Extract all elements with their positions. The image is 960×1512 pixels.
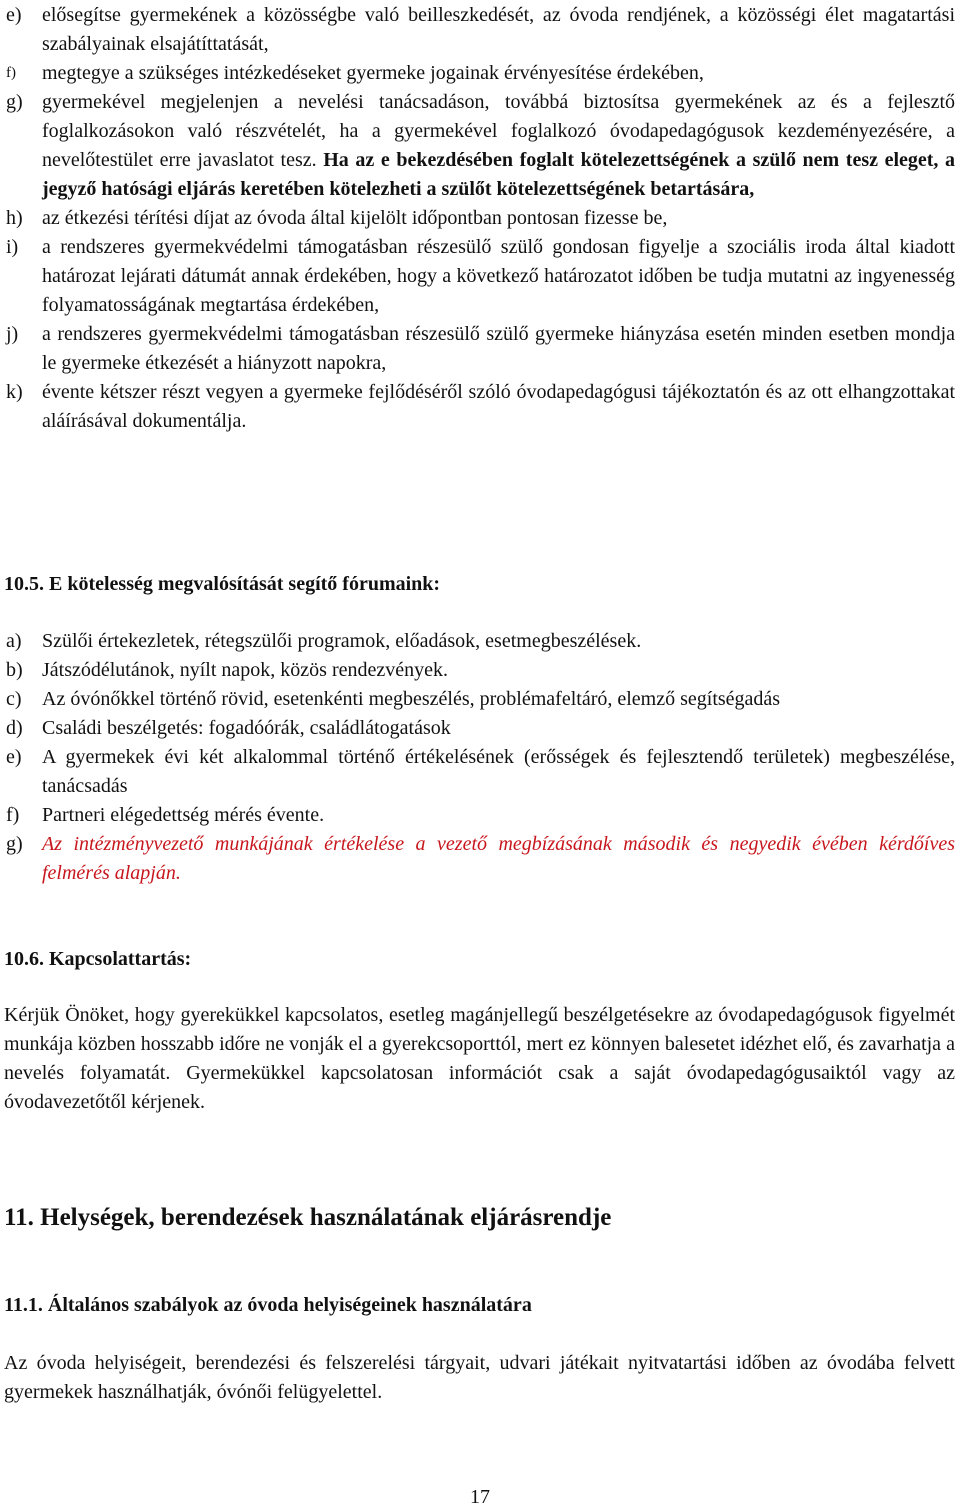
list-item-text-regular: gyermekével megjelenjen a nevelési tanácsadáson, továbbá biztosítsa gyermekének az és a fejlesztő foglalkozásokon való részvételét, ha a gyermekével foglalkozó óvodapedagógusok kezdeményezésére, a nevelőtestület erre javaslatot tesz. [42,91,955,171]
list-item [4,233,955,320]
parent-duties-list [4,1,955,436]
list-marker: k) [6,381,23,403]
list-item [4,830,955,888]
list-item-text: Családi beszélgetés: fogadóórák, családlátogatások [42,717,451,739]
list-item-text: Az óvónőkkel történő rövid, esetenkénti megbeszélés, problémafeltáró, elemző segítségadás [42,688,781,710]
list-marker: g) [6,833,23,855]
list-item [4,1,955,59]
list-item-text: Partneri elégedettség mérés évente. [42,804,325,826]
list-marker: b) [6,659,23,681]
list-item [4,320,955,378]
list-item-text-bold: Ha az e bekezdésében foglalt kötelezettségének a szülő nem tesz eleget, a jegyző hatósági eljárás keretében kötelezheti a szülőt kötelezettségének betartására, [42,149,956,200]
list-item-text: megtegye a szükséges intézkedéseket gyermeke jogainak érvényesítése érdekében, [42,62,704,84]
list-item [4,59,955,88]
page-number: 17 [470,1486,490,1508]
list-marker: j) [6,323,19,345]
list-item-text: Játszódélutánok, nyílt napok, közös rendezvények. [42,659,448,681]
list-marker: d) [6,717,23,739]
general-rules-paragraph: Az óvoda helyiségeit, berendezési és felszerelési tárgyait, udvari játékait nyitvatartási időben az óvodába felvett gyermekek használhatják, óvónői felügyelettel. [4,1352,955,1403]
list-item-text: az étkezési térítési díjat az óvoda által kijelölt időpontban pontosan fizesse be, [42,207,668,229]
list-item [4,801,955,830]
list-item [4,714,955,743]
list-marker: g) [6,91,23,113]
list-marker: f) [6,804,20,826]
list-item-text: a rendszeres gyermekvédelmi támogatásban részesülő szülő gondosan figyelje a szociális iroda által kiadott határozat lejárati dátumát annak érdekében, hogy a következő határozatot időben be tudja mutatni az ingyenesség folyamatosságának megtartása érdekében, [42,236,955,316]
contact-paragraph: Kérjük Önöket, hogy gyerekükkel kapcsolatos, esetleg magánjellegű beszélgetésekre az óvodapedagógusok figyelmét munkája közben hosszabb időre ne vonják el a gyerekcsoporttól, mert ez könnyen balesetet idézhet elő, és zavarhatja a nevelés folyamatát. Gyermekükkel kapcsolatosan információt csak a saját óvodapedagógusaiktól vagy az óvodavezetőtől kérjenek. [4,1004,955,1113]
section-heading-11: 11. Helységek, berendezések használatának eljárásrendje [4,1204,612,1231]
list-marker: f) [6,65,16,81]
list-item [4,88,955,204]
list-marker: h) [6,207,23,229]
list-marker: i) [6,236,19,258]
section-heading-10-5: 10.5. E kötelesség megvalósítását segítő fórumaink: [4,573,441,595]
list-item [4,378,955,436]
list-item-text-highlighted: Az intézményvezető munkájának értékelése a vezető megbízásának második és negyedik évében kérdőíves felmérés alapján. [42,833,955,884]
section-heading-10-6: 10.6. Kapcsolattartás: [4,948,192,970]
list-marker: e) [6,4,22,26]
list-item [4,627,955,656]
list-item-text: elősegítse gyermekének a közösségbe való beilleszkedését, az óvoda rendjének, a közösségi élet magatartási szabályainak elsajátíttatását, [42,4,955,55]
list-item [4,204,955,233]
list-item [4,656,955,685]
list-item-text: Szülői értekezletek, rétegszülői programok, előadások, esetmegbeszélések. [42,630,642,652]
section-heading-11-1: 11.1. Általános szabályok az óvoda helyiségeinek használatára [4,1294,532,1316]
list-item-text: A gyermekek évi két alkalommal történő értékelésének (erősségek és fejlesztendő területek) megbeszélése, tanácsadás [42,746,955,797]
forums-list [4,627,955,888]
list-marker: c) [6,688,22,710]
list-item-text [42,88,955,204]
list-item [4,685,955,714]
list-item-text: évente kétszer részt vegyen a gyermeke fejlődéséről szóló óvodapedagógusi tájékoztatón és az ott elhangzottakat aláírásával dokumentálja. [42,381,955,432]
list-item [4,743,955,801]
list-item-text: a rendszeres gyermekvédelmi támogatásban részesülő szülő gyermeke hiányzása esetén minden esetben mondja le gyermeke étkezését a hiányzott napokra, [42,323,955,374]
list-marker: a) [6,630,22,652]
list-marker: e) [6,746,22,768]
